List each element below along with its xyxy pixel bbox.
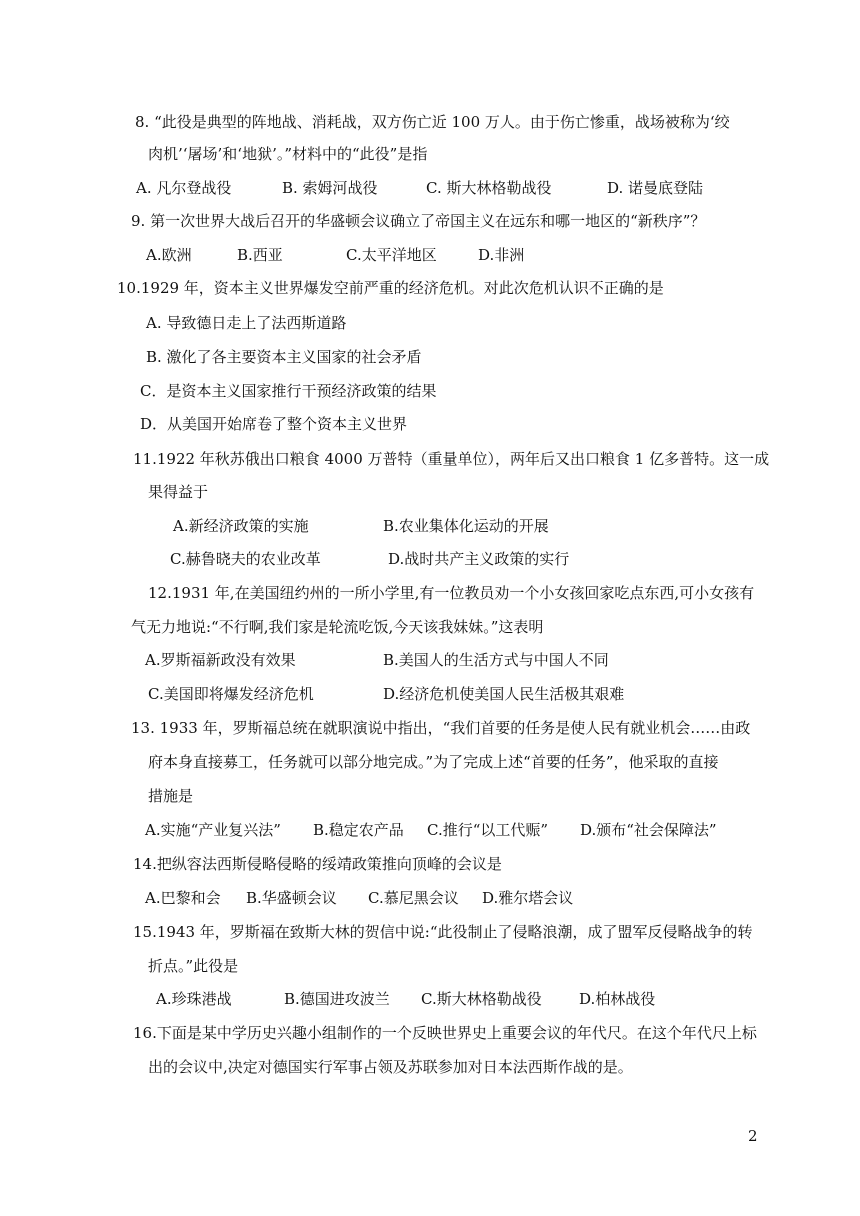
question-11-option-c: C.赫鲁晓夫的农业改革 [170, 550, 321, 568]
question-9-option-b: B.西亚 [237, 246, 283, 264]
question-11-option-a: A.新经济政策的实施 [173, 517, 309, 535]
question-15-option-b: B.德国进攻波兰 [284, 990, 390, 1008]
question-8-option-a: A. 凡尔登战役 [136, 179, 232, 197]
question-16-line-1: 16.下面是某中学历史兴趣小组制作的一个反映世界史上重要会议的年代尺。在这个年代尺上标 [133, 1024, 757, 1042]
question-9-line-1: 9. 第一次世界大战后召开的华盛顿会议确立了帝国主义在远东和哪一地区的“新秩序”？ [131, 212, 706, 230]
question-13-option-b: B.稳定农产品 [313, 821, 404, 839]
question-15-option-d: D.柏林战役 [579, 990, 656, 1008]
question-14-line-1: 14.把纵容法西斯侵略侵略的绥靖政策推向顶峰的会议是 [133, 855, 502, 873]
question-15-option-c: C.斯大林格勒战役 [421, 990, 542, 1008]
question-11-option-b: B.农业集体化运动的开展 [383, 517, 549, 535]
question-15-line-1: 15.1943 年，罗斯福在致斯大林的贺信中说:“此役制止了侵略浪潮，成了盟军反侵略战争的转 [133, 923, 753, 941]
question-8-option-d: D. 诺曼底登陆 [607, 179, 704, 197]
question-12-option-b: B.美国人的生活方式与中国人不同 [383, 651, 609, 669]
question-9-option-d: D.非洲 [478, 246, 525, 264]
question-8-option-b: B. 索姆河战役 [282, 179, 378, 197]
question-14-option-a: A.巴黎和会 [145, 889, 221, 907]
question-15-option-a: A.珍珠港战 [156, 990, 232, 1008]
question-10-option-d: D．从美国开始席卷了整个资本主义世界 [140, 415, 408, 433]
question-14-option-d: D.雅尔塔会议 [482, 889, 574, 907]
question-10-option-a: A. 导致德日走上了法西斯道路 [146, 314, 347, 332]
question-10-option-c: C．是资本主义国家推行干预经济政策的结果 [140, 382, 437, 400]
question-9-option-a: A.欧洲 [146, 246, 192, 264]
question-13-option-a: A.实施“产业复兴法” [145, 821, 281, 839]
question-11-line-2: 果得益于 [148, 483, 209, 501]
question-15-line-2: 折点。”此役是 [148, 957, 239, 975]
question-13-option-c: C.推行“以工代赈” [427, 821, 549, 839]
question-14-option-b: B.华盛顿会议 [246, 889, 337, 907]
question-13-line-1: 13. 1933 年，罗斯福总统在就职演说中指出，“我们首要的任务是使人民有就业机会……由政 [131, 719, 751, 737]
question-8-line-2: 肉机’‘屠场’和‘地狱’。”材料中的“此役”是指 [148, 145, 428, 163]
question-12-line-2: 气无力地说:“不行啊,我们家是轮流吃饭,今天该我妹妹。”这表明 [131, 618, 544, 636]
question-13-line-3: 措施是 [148, 787, 194, 805]
question-12-option-c: C.美国即将爆发经济危机 [148, 685, 314, 703]
question-12-line-1: 12.1931 年,在美国纽约州的一所小学里,有一位教员劝一个小女孩回家吃点东西,可小女孩有 [148, 584, 755, 602]
question-13-line-2: 府本身直接募工，任务就可以部分地完成。”为了完成上述“首要的任务”，他采取的直接 [148, 753, 719, 771]
question-12-option-a: A.罗斯福新政没有效果 [145, 651, 296, 669]
question-14-option-c: C.慕尼黑会议 [368, 889, 459, 907]
question-13-option-d: D.颁布“社会保障法” [580, 821, 717, 839]
question-10-line-1: 10.1929 年，资本主义世界爆发空前严重的经济危机。对此次危机认识不正确的是 [117, 279, 664, 297]
question-11-line-1: 11.1922 年秋苏俄出口粮食 4000 万普特（重量单位），两年后又出口粮食 1 亿多普特。这一成 [133, 450, 770, 468]
question-8-line-1: 8. “此役是典型的阵地战、消耗战，双方伤亡近 100 万人。由于伤亡惨重，战场被称为‘绞 [135, 113, 730, 131]
question-8-option-c: C. 斯大林格勒战役 [426, 179, 552, 197]
question-10-option-b: B. 激化了各主要资本主义国家的社会矛盾 [146, 348, 422, 366]
question-9-option-c: C.太平洋地区 [346, 246, 437, 264]
question-11-option-d: D.战时共产主义政策的实行 [388, 550, 570, 568]
page-number: 2 [748, 1127, 758, 1145]
question-16-line-2: 出的会议中,决定对德国实行军事占领及苏联参加对日本法西斯作战的是。 [148, 1058, 633, 1076]
question-12-option-d: D.经济危机使美国人民生活极其艰难 [383, 685, 625, 703]
